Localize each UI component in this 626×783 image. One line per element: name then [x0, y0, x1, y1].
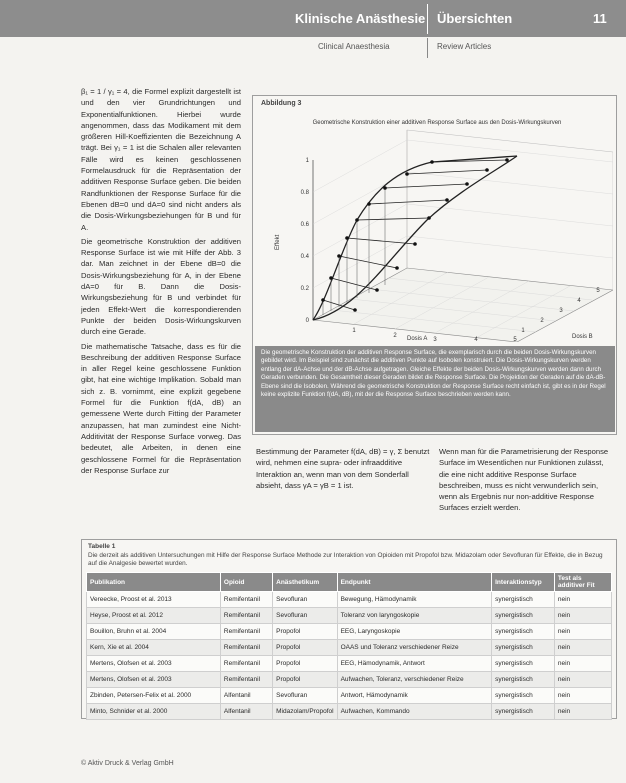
- table-cell: Midazolam/Propofol: [273, 704, 337, 720]
- table-cell: Remifentanil: [220, 592, 272, 608]
- table-header-row: [87, 573, 612, 592]
- figure-box: [252, 95, 617, 435]
- table-row: [87, 608, 612, 624]
- figure-label: Abbildung 3: [261, 100, 302, 107]
- table-cell: Minto, Schnider et al. 2000: [87, 704, 221, 720]
- table-cell: Remifentanil: [220, 656, 272, 672]
- table-cell: EEG, Hämodynamik, Antwort: [337, 656, 492, 672]
- table-cell: Mertens, Olofsen et al. 2003: [87, 672, 221, 688]
- table-cell: synergistisch: [492, 672, 555, 688]
- column-header: Endpunkt: [337, 573, 492, 592]
- table-cell: Propofol: [273, 672, 337, 688]
- x-tick-label: 3: [433, 337, 437, 342]
- table-cell: nein: [554, 592, 611, 608]
- response-surface-figure: [257, 110, 613, 342]
- table-cell: nein: [554, 640, 611, 656]
- table-cell: Sevofluran: [273, 592, 337, 608]
- table-cell: Heyse, Proost et al. 2012: [87, 608, 221, 624]
- figure-inner-title: Geometrische Konstruktion einer additiven Response Surface aus den Dosis-Wirkungskurven: [312, 120, 562, 126]
- y-axis-label: Effekt: [275, 234, 281, 250]
- text-column-right: Wenn man für die Parametrisierung der Response Surface im Wesentlichen nur Funktionen zulässt, die eine nicht additive Response Surface beschreiben, muss es nicht verwunderlich sein, wenn als Ergebnis nur non-additive Response Surfaces erzielt werden.: [439, 447, 609, 513]
- table-row: [87, 640, 612, 656]
- back-top-edge: [407, 130, 613, 152]
- table-row: [87, 592, 612, 608]
- table-cell: EEG, Laryngoskopie: [337, 624, 492, 640]
- x-tick-label: 4: [474, 337, 478, 342]
- figure-caption: Die geometrische Konstruktion der additiven Response Surface, die exemplarisch durch die beiden Dosis-Wirkungskurven gebildet wird. Im Beispiel sind zunächst die additiven Punkte auf Isobolen konstruiert. Die Dosis-Wirkungskurven werden entlang der dA-Achse und der dB-Achse aufgetragen. Gleiche Effekte der beiden Dosis-Wirkungskurven werden dann durch Geraden verbunden. Die Gesamtheit dieser Geraden bildet die Response Surface. Die Projektion der Geraden auf die dA-dB-Ebene sind die Isobolen. Während die geometrische Konstruktion der Response Surface recht einfach ist, gibt es in der Regel keine explizite Funktion f(dA, dB), mit der die Response Surface beschrieben werden kann.: [255, 346, 615, 432]
- table-cell: Sevofluran: [273, 608, 337, 624]
- table-cell: nein: [554, 672, 611, 688]
- table-cell: Propofol: [273, 640, 337, 656]
- table-cell: synergistisch: [492, 592, 555, 608]
- copyright-footer: © Aktiv Druck & Verlag GmbH: [81, 760, 174, 767]
- page-header: [0, 0, 626, 37]
- column-header: Interaktionstyp: [492, 573, 555, 592]
- table-cell: Propofol: [273, 656, 337, 672]
- table-cell: Remifentanil: [220, 640, 272, 656]
- y-tick-label: 0.4: [300, 254, 309, 260]
- page-number: 11: [593, 11, 607, 26]
- y-tick-label: 0: [305, 318, 309, 324]
- studies-table: [86, 572, 612, 720]
- z-tick-label: 5: [596, 288, 600, 294]
- table-cell: synergistisch: [492, 608, 555, 624]
- table-box: [81, 539, 617, 719]
- column-header: Anästhetikum: [273, 573, 337, 592]
- table-cell: Aufwachen, Toleranz, verschiedener Reize: [337, 672, 492, 688]
- y-tick-label: 0.2: [300, 286, 309, 292]
- table-cell: synergistisch: [492, 656, 555, 672]
- table-cell: nein: [554, 656, 611, 672]
- x-axis-label: Dosis A: [407, 336, 428, 342]
- x-tick-label: 2: [393, 333, 397, 339]
- table-cell: Alfentanil: [220, 688, 272, 704]
- table-cell: synergistisch: [492, 688, 555, 704]
- section-title-de: Klinische Anästhesie: [295, 11, 426, 26]
- floor-plane: [313, 268, 613, 342]
- paragraph: β₁ = 1 / γ₁ = 4, die Formel explizit dargestellt ist und den vier Grundrichtungen und Exponentialfunktionen. Hierbei wurde angenommen, dass das Modikament mit dem größeren Hill-Koeffizienten die Bezeichnung A trägt. Bei γ₁ = 1 ist die Schalen aller relevanten Fälle wird es keinen geschlossenen Formelausdruck für die Repräsentation der additiven Response Surface geben. Die beiden Randfunktionen der Response Surface für die Ebenen dB=0 und dA=0 sind nicht anders als die Dosis-Wirkungsbeziehungen für B und für A.: [81, 87, 241, 232]
- table-cell: Mertens, Olofsen et al. 2003: [87, 656, 221, 672]
- table-cell: Bouillon, Bruhn et al. 2004: [87, 624, 221, 640]
- table-cell: Remifentanil: [220, 672, 272, 688]
- table-cell: nein: [554, 688, 611, 704]
- table-row: [87, 672, 612, 688]
- y-tick-label: 0.6: [300, 222, 309, 228]
- table-row: [87, 624, 612, 640]
- z-tick-label: 4: [577, 298, 581, 304]
- z-tick-label: 2: [540, 318, 544, 324]
- z-axis-label: Dosis B: [572, 334, 593, 340]
- section-title-en2: Review Articles: [437, 42, 492, 51]
- y-tick-label: 0.8: [300, 190, 309, 196]
- x-tick-label: 5: [513, 337, 517, 342]
- table-cell: Bewegung, Hämodynamik: [337, 592, 492, 608]
- table-row: [87, 704, 612, 720]
- column-header: Test als additiver Fit: [554, 573, 611, 592]
- table-cell: Propofol: [273, 624, 337, 640]
- table-label: Tabelle 1: [88, 543, 116, 550]
- table-cell: Sevofluran: [273, 688, 337, 704]
- paragraph: Die mathematische Tatsache, dass es für die Beschreibung der additiven Response Surface in aller Regel keine geschlossene Funktion gibt, hat eine wichtige Implikation. Sobald man sich z. B. vornimmt, eine explizit gegebene Formel für die Funktion f(dA, dB) an gemessene Werte durch Fitting der Parameter anzupassen, hat man zumindest eine Nicht-Additivität der Response Surface vorweg. Das bedeutet, alle Arbeiten, in denen eine geschlossene Formel für die Repräsentation der Response Surface zur: [81, 341, 241, 475]
- table-cell: synergistisch: [492, 624, 555, 640]
- table-cell: Kern, Xie et al. 2004: [87, 640, 221, 656]
- table-cell: synergistisch: [492, 640, 555, 656]
- table-cell: nein: [554, 624, 611, 640]
- table-cell: nein: [554, 608, 611, 624]
- table-cell: Zbinden, Petersen-Felix et al. 2000: [87, 688, 221, 704]
- subheader-divider: [427, 38, 428, 58]
- column-header: Opioid: [220, 573, 272, 592]
- table-cell: OAAS und Toleranz verschiedener Reize: [337, 640, 492, 656]
- table-cell: Remifentanil: [220, 608, 272, 624]
- z-tick-label: 1: [521, 328, 525, 334]
- header-divider: [427, 4, 428, 34]
- x-tick-label: 1: [352, 328, 356, 334]
- table-cell: synergistisch: [492, 704, 555, 720]
- table-cell: nein: [554, 704, 611, 720]
- table-caption: Die derzeit als additiven Untersuchungen mit Hilfe der Response Surface Methode zur Interaktion von Opioiden mit Propofol bzw. Midazolam oder Sevofluran für Effekte, die in Bezug auf die Analgesie bewertet wurden.: [88, 552, 603, 567]
- table-cell: Remifentanil: [220, 624, 272, 640]
- section-title-de2: Übersichten: [437, 11, 513, 26]
- table-cell: Antwort, Hämodynamik: [337, 688, 492, 704]
- text-column-left: [81, 86, 241, 479]
- table-cell: Toleranz von laryngoskopie: [337, 608, 492, 624]
- table-row: [87, 656, 612, 672]
- y-tick-label: 1: [305, 158, 309, 164]
- text-column-middle: Bestimmung der Parameter f(dA, dB) = γ, Σ benutzt wird, nehmen eine supra- oder infraadditive Interaktion an, wenn man von dem Sonderfall absieht, dass γA = γB = 1 ist.: [256, 447, 430, 490]
- table-row: [87, 688, 612, 704]
- z-tick-label: 3: [559, 308, 563, 314]
- table-cell: Aufwachen, Kommando: [337, 704, 492, 720]
- paragraph: Die geometrische Konstruktion der additiven Response Surface ist wie mit Hilfe der Abb. 3 dar. Man zeichnet in der Ebene dB=0 die Dosis-Wirkungsbeziehung für A, in der Ebene dA=0 für B. Dann die Dosis-Wirkungsbeziehung für B und verbindet für jeden Effekt-Wert die korrespondierenden Punkte der beiden Dosis-Wirkungskurven durch eine Gerade.: [81, 236, 241, 337]
- table-cell: Alfentanil: [220, 704, 272, 720]
- section-title-en: Clinical Anaesthesia: [318, 42, 390, 51]
- column-header: Publikation: [87, 573, 221, 592]
- table-cell: Vereecke, Proost et al. 2013: [87, 592, 221, 608]
